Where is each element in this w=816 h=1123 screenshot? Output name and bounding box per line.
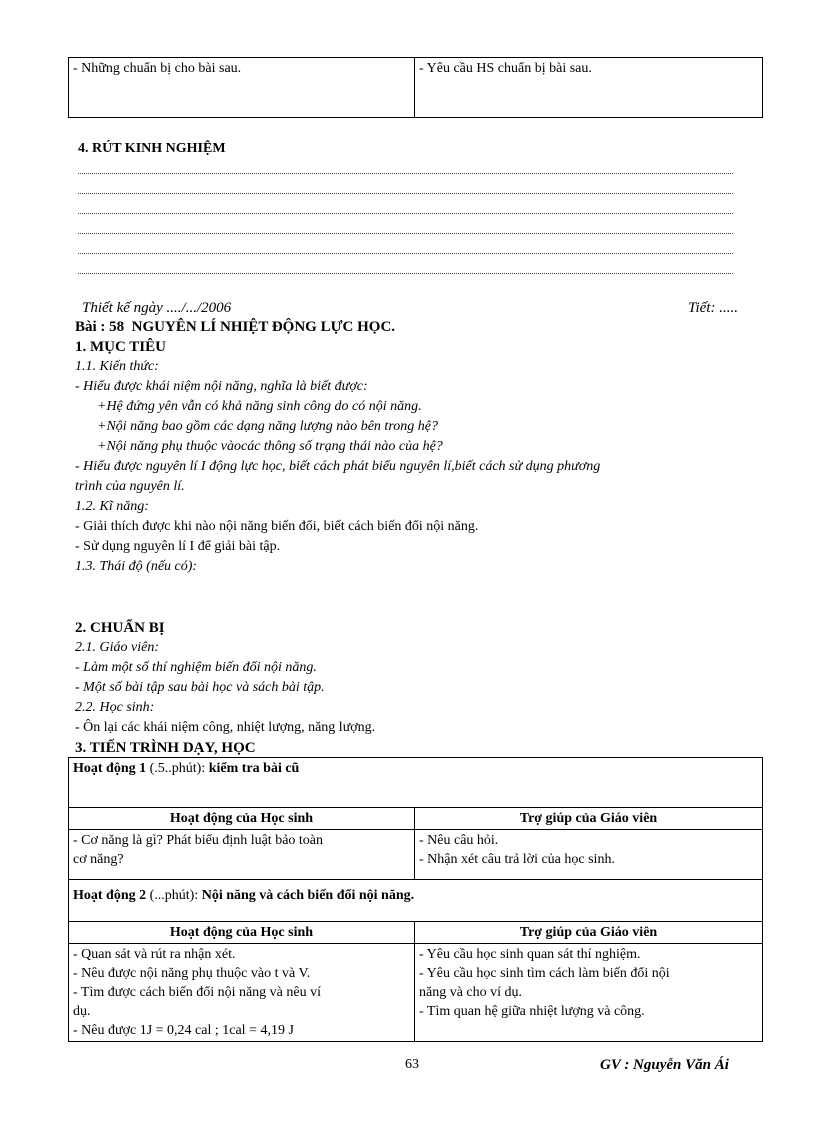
dotted-line-2 <box>78 193 733 194</box>
activity1-student-cell <box>69 830 415 880</box>
activity1-teacher-2: - Nhận xét câu trả lời của học sinh. <box>419 852 615 867</box>
knowledge-4: +Nội năng phụ thuộc vàocác thông số trạng thái nào của hệ? <box>97 439 443 454</box>
activity1-label: Hoạt động 1 <box>73 761 147 776</box>
top-table-left-cell: - Những chuẩn bị cho bài sau. <box>69 58 415 118</box>
section4-title: 4. RÚT KINH NGHIỆM <box>78 141 226 156</box>
top-table-right-cell: - Yêu cầu HS chuẩn bị bài sau. <box>415 58 763 118</box>
activity2-student-cell <box>69 944 415 1042</box>
activity2-student-4: dụ. <box>73 1004 91 1019</box>
lesson-name: NGUYÊN LÍ NHIỆT ĐỘNG LỰC HỌC. <box>131 319 396 335</box>
dotted-line-3 <box>78 213 733 214</box>
period: Tiết: ..... <box>688 300 739 316</box>
teacher-2: - Một số bài tập sau bài học và sách bài tập. <box>75 680 325 695</box>
knowledge-3: +Nội năng bao gồm các dạng năng lượng nào bên trong hệ? <box>97 419 438 434</box>
preparation-heading: 2. CHUẨN BỊ <box>75 620 165 636</box>
activity1-student-2: cơ năng? <box>73 852 124 867</box>
activity1-header <box>69 758 763 808</box>
activity2-time: (...phút): <box>146 888 202 903</box>
skill-1: - Giải thích được khi nào nội năng biến đổi, biết cách biến đổi nội năng. <box>75 519 479 534</box>
knowledge-5: - Hiểu được nguyên lí I động lực học, biết cách phát biểu nguyên lí,biết cách sử dụng phương <box>75 459 601 474</box>
skills-heading: 1.2. Kĩ năng: <box>75 499 149 514</box>
objectives-heading: 1. MỤC TIÊU <box>75 339 166 355</box>
activity2-student-2: - Nêu được nội năng phụ thuộc vào t và V. <box>73 966 311 981</box>
activity2-label: Hoạt động 2 <box>73 888 147 903</box>
activity2-teacher-1: - Yêu cầu học sinh quan sát thí nghiệm. <box>419 947 641 962</box>
activity1-col-student: Hoạt động của Học sinh <box>69 808 415 830</box>
activity2-col-teacher: Trợ giúp của Giáo viên <box>415 922 763 944</box>
knowledge-1: - Hiểu được khái niệm nội năng, nghĩa là biết được: <box>75 379 368 394</box>
dotted-line-1 <box>78 173 733 174</box>
author: GV : Nguyễn Văn Ái <box>600 1057 729 1073</box>
activity2-teacher-2: - Yêu cầu học sinh tìm cách làm biến đổi nội <box>419 966 670 981</box>
page-number: 63 <box>405 1057 419 1072</box>
activity2-title: Nội năng và cách biến đổi nội năng. <box>201 888 415 903</box>
activity1-teacher-cell <box>415 830 763 880</box>
activity1-col-teacher: Trợ giúp của Giáo viên <box>415 808 763 830</box>
teacher-heading: 2.1. Giáo viên: <box>75 640 159 655</box>
activity2-col-student: Hoạt động của Học sinh <box>69 922 415 944</box>
student-1: - Ôn lại các khái niệm công, nhiệt lượng, năng lượng. <box>75 720 376 735</box>
dotted-line-4 <box>78 233 733 234</box>
activity1-student-1: - Cơ năng là gì? Phát biểu định luật bảo toàn <box>73 833 324 848</box>
knowledge-heading: 1.1. Kiến thức: <box>75 359 159 374</box>
design-date: Thiết kế ngày ..../.../2006 <box>82 300 232 316</box>
lesson-number: Bài : 58 <box>75 319 125 335</box>
knowledge-2: +Hệ đứng yên vẫn có khả năng sinh công do có nội năng. <box>97 399 422 414</box>
process-table <box>68 757 763 1042</box>
knowledge-6: trình của nguyên lí. <box>75 479 185 494</box>
activity1-teacher-1: - Nêu câu hỏi. <box>419 833 499 848</box>
student-heading: 2.2. Học sinh: <box>75 700 155 715</box>
activity2-header <box>69 880 763 922</box>
activity2-teacher-4: - Tìm quan hệ giữa nhiệt lượng và công. <box>419 1004 645 1019</box>
process-heading: 3. TIẾN TRÌNH DẠY, HỌC <box>75 740 256 756</box>
top-table <box>68 57 763 118</box>
dotted-line-6 <box>78 273 733 274</box>
activity1-title: kiểm tra bài cũ <box>208 761 300 776</box>
teacher-1: - Làm một số thí nghiệm biến đổi nội năng. <box>75 660 317 675</box>
activity2-teacher-3: năng và cho ví dụ. <box>419 985 523 1000</box>
activity1-time: (.5..phút): <box>146 761 209 776</box>
attitude-heading: 1.3. Thái độ (nếu có): <box>75 559 198 574</box>
lesson-title <box>75 317 395 337</box>
activity2-teacher-cell <box>415 944 763 1042</box>
dotted-line-5 <box>78 253 733 254</box>
activity2-student-5: - Nêu được 1J = 0,24 cal ; 1cal = 4,19 J <box>73 1023 294 1038</box>
skill-2: - Sử dụng nguyên lí I để giải bài tập. <box>75 539 281 554</box>
activity2-student-1: - Quan sát và rút ra nhận xét. <box>73 947 236 962</box>
activity2-student-3: - Tìm được cách biến đổi nội năng và nêu ví <box>73 985 322 1000</box>
